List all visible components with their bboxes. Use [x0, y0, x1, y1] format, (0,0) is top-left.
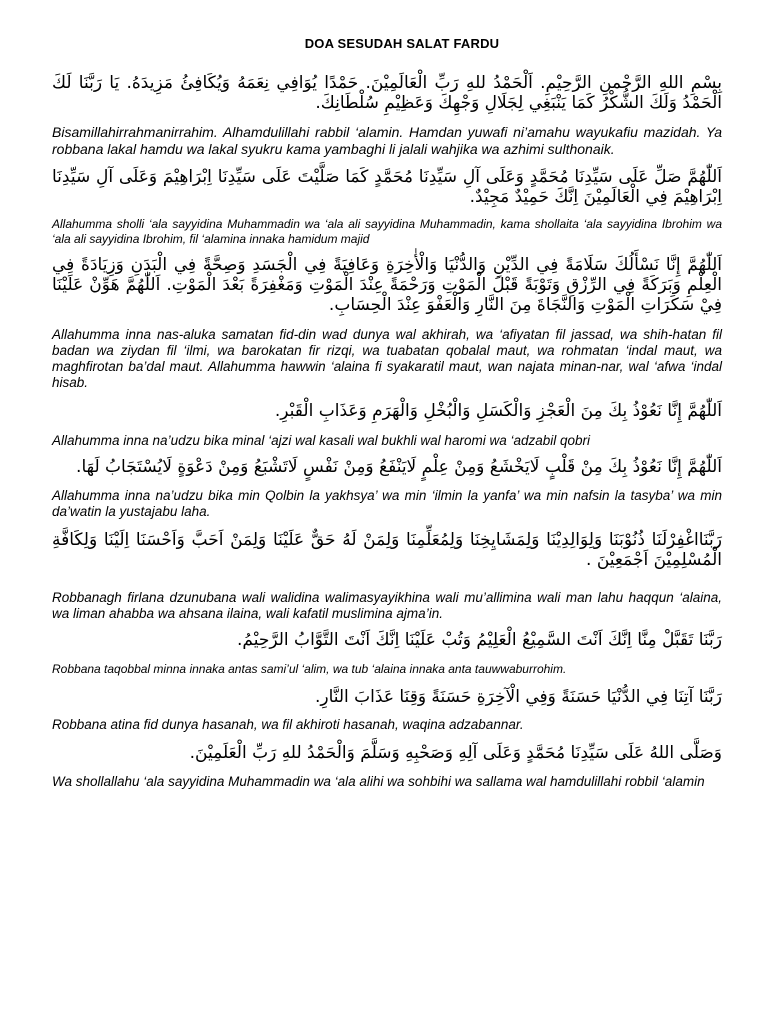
prayer-taqabbal [52, 630, 722, 677]
latin-transliteration: Wa shollallahu ‘ala sayyidina Muhammadin wa ‘ala alihi wa sohbihi wa sallama wal hamdulillahi robbil ‘alamin [52, 774, 705, 789]
latin-transliteration: Robbanagh firlana dzunubana wali walidina walimasyayikhina wali mu’allimina wali man lahu haqqun ‘alaina, wa liman ahabba wa ahsana ilaina, wali kafatil muslimina ajma’in. [52, 590, 722, 621]
arabic-text: رَبَّنَا تَقَبَّلْ مِنَّا اِنَّكَ اَنْتَ السَّمِيْعُ الْعَلِيْمُ وَتُبْ عَلَيْنَا اِنَّكَ اَنْتَ التَّوَّابُ الرَّحِيْمُ. [237, 630, 722, 650]
latin-transliteration: Allahumma inna nas-aluka samatan fid-din wad dunya wal akhirah, wa ‘afiyatan fil jassad, wa shih-hatan fil badan wa ziydan fil ‘ilmi, wa barokatan fir rizqi, wa tuabatan qobalal maut, wa rohmatan ‘indal maut, wa maghfirotan ba’dal maut. Allahumma hawwin ‘alaina fi syakaratil maut, wan najata minan-nar, wal ‘afwa ‘indal hisab. [52, 327, 722, 390]
latin-transliteration: Robbana atina fid dunya hasanah, wa fil akhiroti hasanah, waqina adzabannar. [52, 717, 524, 732]
prayer-opening [52, 73, 722, 158]
arabic-text: بِسْمِ اللهِ الرَّحْمنِ الرَّحِيْمِ. اَلْحَمْدُ للهِ رَبِّ الْعَالَمِيْنَ. حَمْدًا يُوَافِي نِعَمَهُ وَيُكَافِئُ مَزِيدَهُ. يَا رَبَّنَا لَكَ الْحَمْدُ وَلَكَ الشُّكْرُ كَمَا يَنْبَغِي لِجَلَالِ وَجْهِكَ وَعَظِيْمِ سُلْطَانِكَ. [52, 73, 722, 113]
document-title: DOA SESUDAH SALAT FARDU [304, 36, 500, 51]
prayer-maghfirah [52, 530, 722, 622]
latin-transliteration: Robbana taqobbal minna innaka antas sami’ul ‘alim, wa tub ‘alaina innaka anta tauwwaburrohim. [52, 662, 567, 676]
latin-transliteration: Bisamillahirrahmanirrahim. Alhamdulillahi rabbil ‘alamin. Hamdan yuwafi ni’amahu wayukafiu mazidah. Ya robbana lakal hamdu wa lakal syukru kama yambaghi li jalali wahjika wa azhimi sulthonaik. [52, 124, 722, 157]
arabic-text: اَللّٰهُمَّ إِنَّا نَسْأَلُكَ سَلَامَةً فِي الدِّيْنِ وَالدُّنْيَا وَالْأٰخِرَةِ وَعَافِيَةً فِي الْجَسَدِ وَصِحَّةً فِي الْبَدَنِ وَزِيَادَةً فِي الْعِلْمِ وَبَرَكَةً فِي الرِّزْقِ وَتَوْبَةً قَبْلَ الْمَوْتِ وَرَحْمَةً عِنْدَ الْمَوْتِ وَمَغْفِرَةً بَعْدَ الْمَوْتِ. اَللّٰهُمَّ هَوِّنْ عَلَيْنَا فِيْ سَكَرَاتِ الْمَوْتِ وَالنَّجَاةَ مِنَ النَّارِ وَالْعَفْوَ عِنْدَ الْحِسَابِ. [52, 255, 722, 315]
arabic-text: رَبَّنَااغْفِرْلَنَا ذُنُوْبَنَا وَلِوَالِدِيْنَا وَلِمَشَايِخِنَا وَلِمُعَلِّمِنَا وَلِمَنْ لَهُ حَقٌّ عَلَيْنَا وَلِمَنْ اَحَبَّ وَاَحْسَنَا اِلَيْنَا وَلِكَافَّةِ الْمُسْلِمِيْنَ اَجْمَعِيْنَ . [52, 530, 722, 570]
latin-transliteration: Allahumma inna na’udzu bika minal ‘ajzi wal kasali wal bukhli wal haromi wa ‘adzabil qobri [52, 433, 591, 448]
prayer-salamah [52, 255, 722, 391]
prayer-salawat [52, 167, 722, 247]
latin-transliteration: Allahumma inna na’udzu bika min Qolbin la yakhsya’ wa min ‘ilmin la yanfa’ wa min nafsin la tasyba’ wa min da’watin la yustajabu laha. [52, 488, 722, 519]
latin-transliteration: Allahumma sholli ‘ala sayyidina Muhammadin wa ‘ala ali sayyidina Muhammadin, kama shollaita ‘ala sayyidina Ibrohim wa ‘ala ali sayyidina Ibrohim, fil ‘alamina innaka hamidum majid [52, 217, 722, 246]
arabic-text: وَصَلَّى اللهُ عَلَى سَيِّدِنَا مُحَمَّدٍ وَعَلَى آلِهِ وَصَحْبِهِ وَسَلَّمَ وَالْحَمْدُ للهِ رَبِّ الْعَلَمِيْنَ. [189, 743, 722, 763]
document-page [52, 0, 722, 790]
prayer-closing [52, 743, 722, 790]
prayer-ajzi [52, 401, 722, 449]
prayer-qolbin [52, 457, 722, 520]
prayer-sapu-jagat [52, 687, 722, 733]
arabic-text: اَللّٰهُمَّ صَلِّ عَلَى سَيِّدِنَا مُحَمَّدٍ وَعَلَى آلِ سَيِّدِنَا مُحَمَّدٍ كَمَا صَلَّيْتَ عَلَى سَيِّدِنَا اِبْرَاهِيْمَ وَعَلَى آلِ سَيِّدِنَا اِبْرَاهِيْمَ فِي الْعَالَمِيْنَ اِنَّكَ حَمِيْدٌ مَجِيْدٌ. [52, 167, 722, 207]
arabic-text: اَللّٰهُمَّ إِنَّا نَعُوْذُ بِكَ مِنْ قَلْبٍ لَايَخْشَعُ وَمِنْ عِلْمٍ لَايَنْفَعُ وَمِنْ نَفْسٍ لَاتَشْبَعُ وَمِنْ دَعْوَةٍ لَايُسْتَجَابُ لَهَا. [76, 457, 722, 477]
arabic-text: اَللّٰهُمَّ إِنَّا نَعُوْذُ بِكَ مِنَ الْعَجْزِ وَالْكَسَلِ وَالْبُخْلِ وَالْهَرَمِ وَعَذَابِ الْقَبْرِ. [274, 401, 722, 421]
arabic-text: رَبَّنَا آتِنَا فِي الدُّنْيَا حَسَنَةً وَفِي الْآخِرَةِ حَسَنَةً وَقِنَا عَذَابَ النَّارِ. [314, 687, 722, 707]
